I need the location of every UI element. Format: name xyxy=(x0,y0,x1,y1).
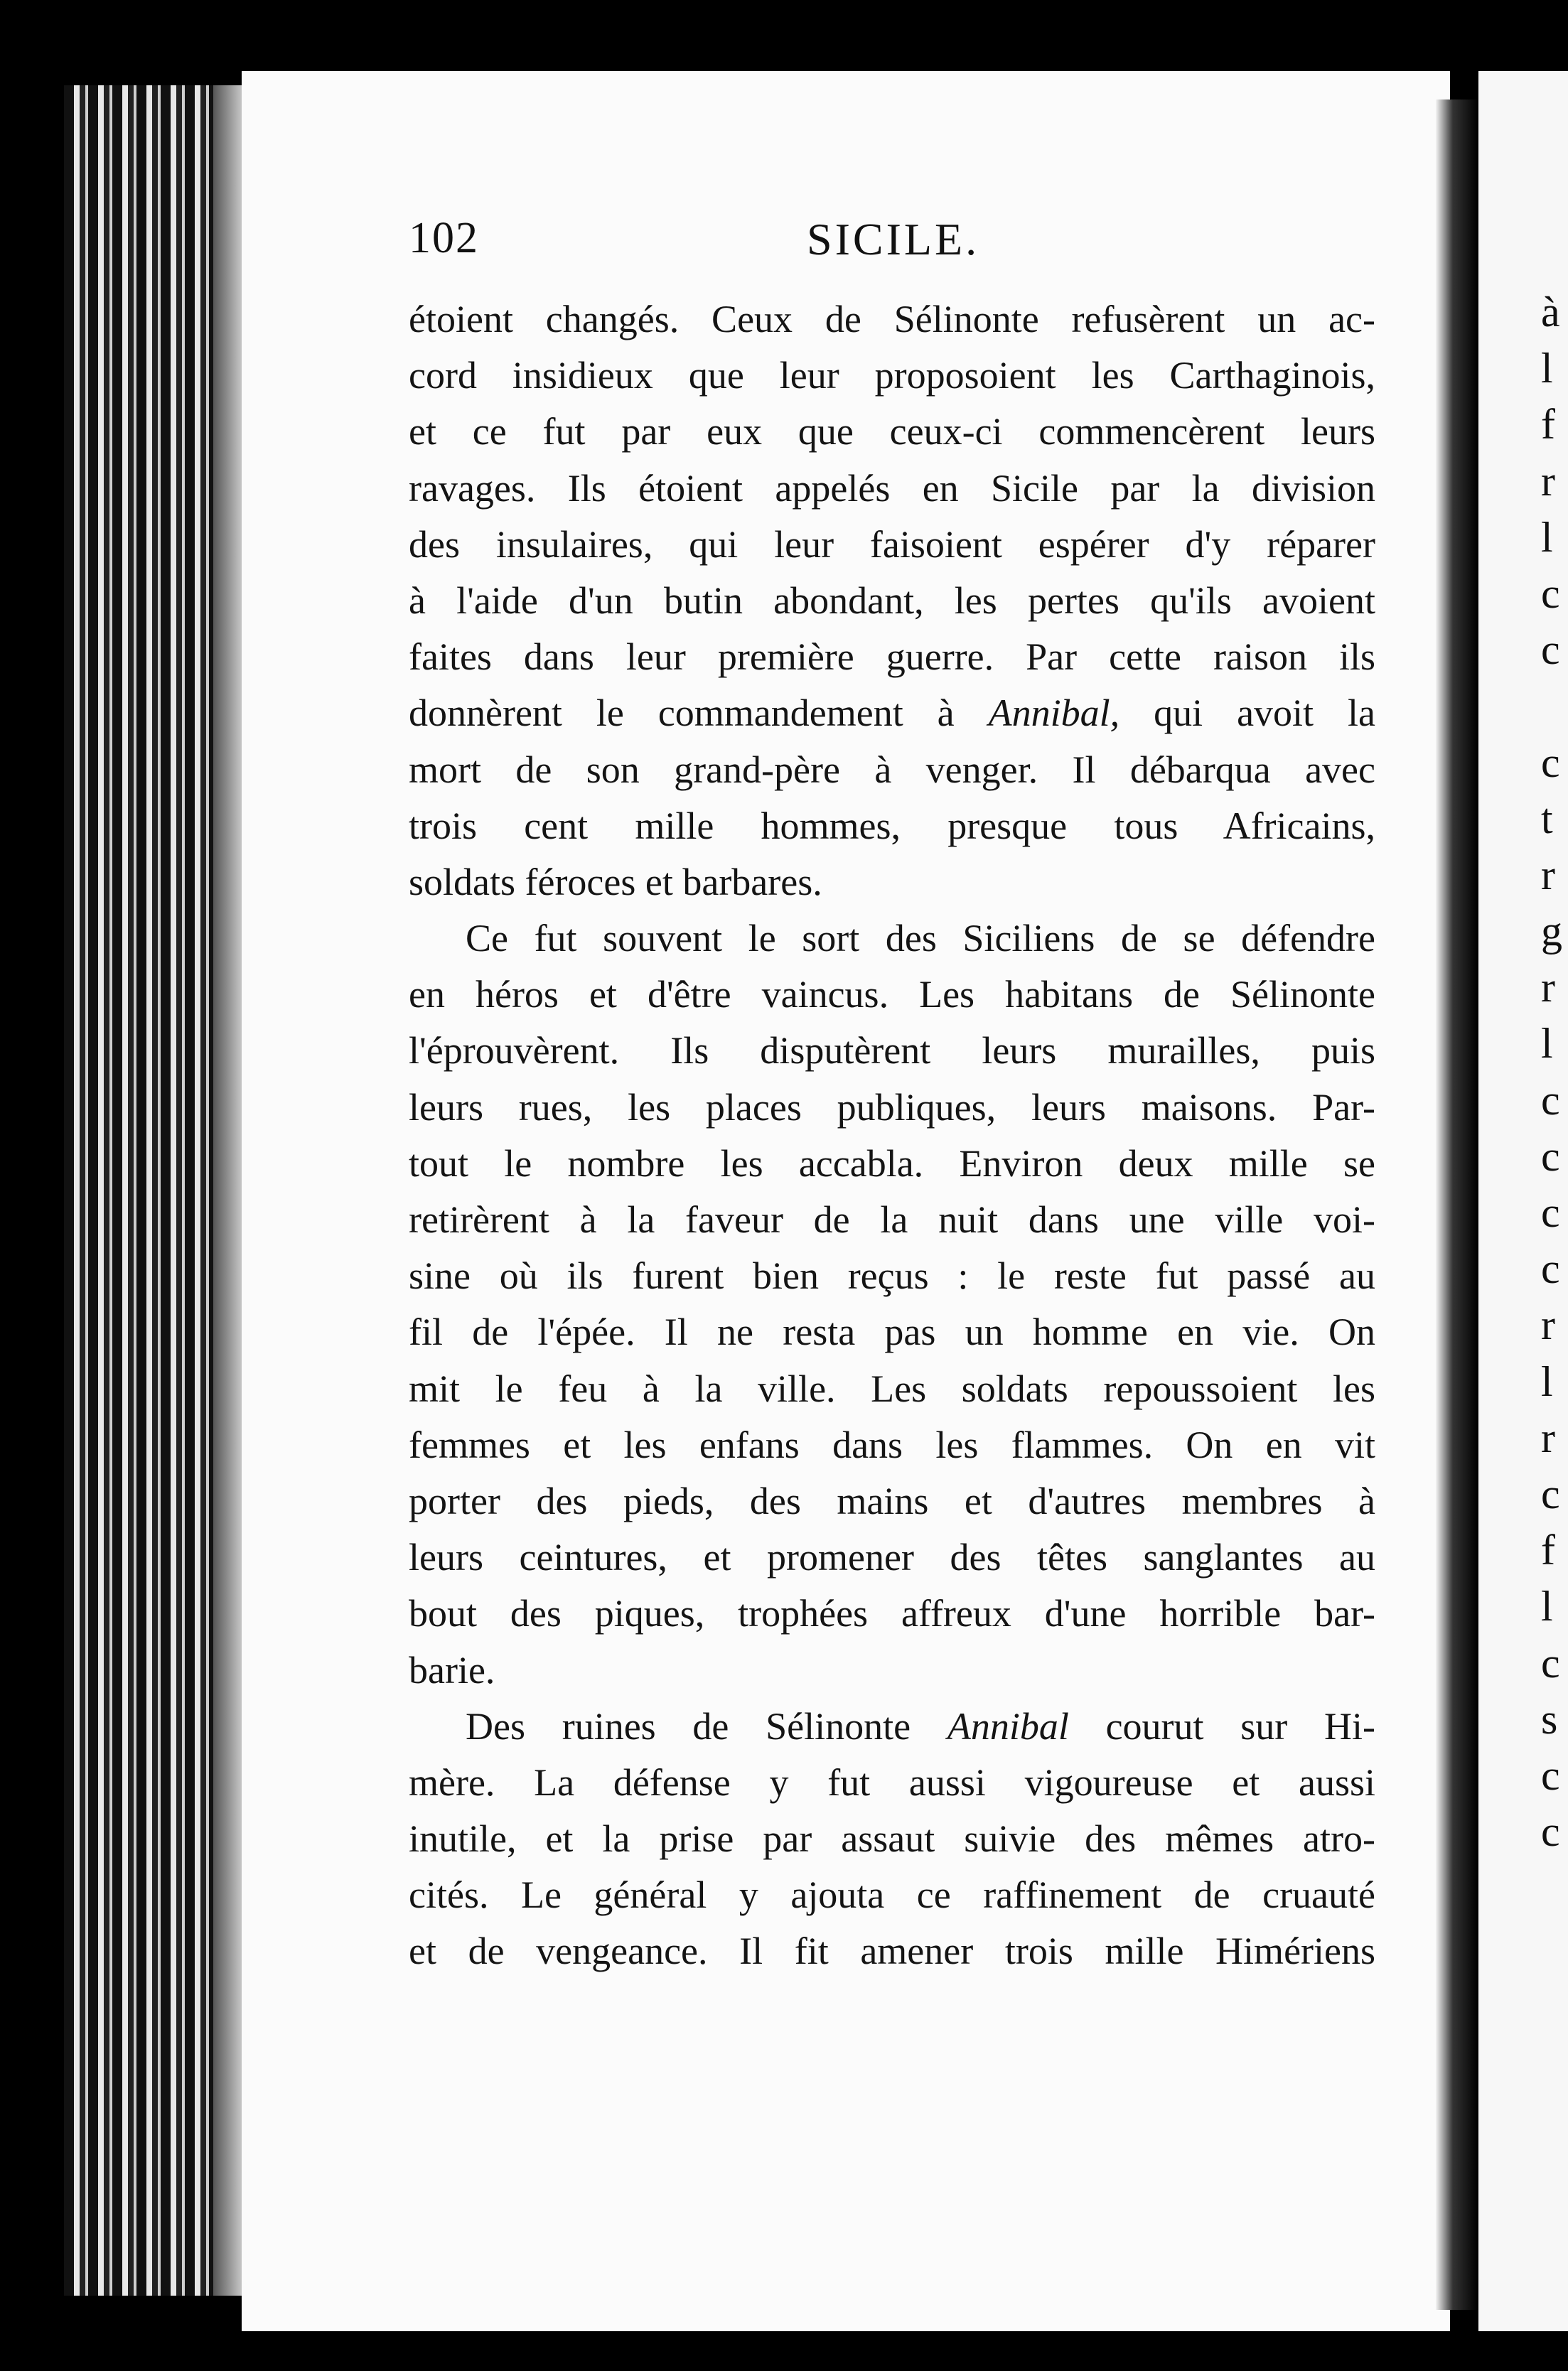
facing-page-letter: t xyxy=(1541,795,1553,842)
text-line: cord insidieux que leur proposoient les Carthaginois, xyxy=(409,354,1375,397)
facing-page-letter: r xyxy=(1541,1301,1555,1349)
text-line: et ce fut par eux que ceux-ci commencèrent leurs xyxy=(409,410,1375,453)
text-segment: donnèrent le commandement à xyxy=(409,692,989,735)
facing-page-letter: c xyxy=(1541,1076,1560,1124)
italic-name: Annibal, xyxy=(988,692,1120,735)
text-line: en héros et d'être vaincus. Les habitans de Sélinonte xyxy=(409,973,1375,1016)
facing-page-letter xyxy=(1541,678,1568,734)
spine-shadow xyxy=(1436,100,1478,2310)
text-line: des insulaires, qui leur faisoient espérer d'y réparer xyxy=(409,522,1375,566)
facing-page-text-fragments xyxy=(1541,284,1568,1860)
facing-page-letter: c xyxy=(1541,1132,1560,1180)
text-line: mère. La défense y fut aussi vigoureuse et aussi xyxy=(409,1760,1375,1804)
facing-page-letter: l xyxy=(1541,345,1553,392)
facing-page-letter: l xyxy=(1541,513,1553,561)
text-line: mit le feu à la ville. Les soldats repoussoient les xyxy=(409,1367,1375,1410)
text-line: soldats féroces et barbares. xyxy=(409,860,822,903)
facing-page-letter: r xyxy=(1541,964,1555,1011)
facing-page-letter: r xyxy=(1541,457,1555,505)
text-line: faites dans leur première guerre. Par cette raison ils xyxy=(409,635,1375,679)
facing-page-letter: g xyxy=(1541,908,1562,955)
text-line: ravages. Ils étoient appelés en Sicile par la division xyxy=(409,466,1375,510)
text-line: sine où ils furent bien reçus : le reste fut passé au xyxy=(409,1254,1375,1298)
facing-page-letter: c xyxy=(1541,1245,1560,1293)
text-line: inutile, et la prise par assaut suivie des mêmes atro- xyxy=(409,1817,1375,1861)
text-line: tout le nombre les accabla. Environ deux mille se xyxy=(409,1141,1375,1185)
facing-page-letter: c xyxy=(1541,1470,1560,1517)
facing-page-letter: l xyxy=(1541,1583,1553,1630)
facing-page-letter: à xyxy=(1541,289,1560,335)
text-segment: Des ruines de Sélinonte xyxy=(466,1704,947,1748)
text-segment: qui avoit la xyxy=(1119,692,1376,735)
running-head xyxy=(409,206,1375,270)
text-line: barie. xyxy=(409,1648,495,1692)
facing-page-letter: c xyxy=(1541,626,1560,674)
text-line: étoient changés. Ceux de Sélinonte refusèrent un ac- xyxy=(409,298,1375,340)
text-line: mort de son grand-père à venger. Il débarqua avec xyxy=(409,748,1375,791)
italic-name: Annibal xyxy=(947,1704,1069,1748)
facing-page-letter: l xyxy=(1541,1020,1553,1068)
facing-page-letter: c xyxy=(1541,1189,1560,1236)
text-line: porter des pieds, des mains et d'autres membres à xyxy=(409,1479,1375,1522)
facing-page-letter: c xyxy=(1541,1639,1560,1687)
text-line: bout des piques, trophées affreux d'une horrible bar- xyxy=(409,1592,1375,1635)
text-line: retirèrent à la faveur de la nuit dans une ville voi- xyxy=(409,1198,1375,1241)
page-number: 102 xyxy=(409,214,479,262)
facing-page-letter: c xyxy=(1541,569,1560,617)
text-line: et de vengeance. Il fit amener trois mille Himériens xyxy=(409,1930,1375,1973)
facing-page-letter: l xyxy=(1541,1357,1553,1405)
text-segment: courut sur Hi- xyxy=(1068,1704,1375,1748)
text-line: fil de l'épée. Il ne resta pas un homme en vie. On xyxy=(409,1311,1375,1354)
facing-page-letter: c xyxy=(1541,1751,1560,1799)
text-line: cités. Le général y ajouta ce raffinement de cruauté xyxy=(409,1873,1375,1917)
text-line: à l'aide d'un butin abondant, les pertes qu'ils avoient xyxy=(409,579,1375,622)
facing-page-letter: f xyxy=(1541,1527,1555,1574)
text-line: Ce fut souvent le sort des Siciliens de se défendre xyxy=(466,917,1375,960)
facing-page-letter: r xyxy=(1541,1414,1555,1461)
facing-page-letter: r xyxy=(1541,851,1555,898)
facing-page-letter: f xyxy=(1541,401,1555,448)
text-line: femmes et les enfans dans les flammes. On en vit xyxy=(409,1423,1375,1466)
running-title: SICILE. xyxy=(807,214,980,264)
text-line: leurs ceintures, et promener des têtes sanglantes au xyxy=(409,1536,1375,1579)
text-line: l'éprouvèrent. Ils disputèrent leurs murailles, puis xyxy=(409,1029,1375,1072)
facing-page-letter: c xyxy=(1541,1808,1560,1856)
facing-page-letter: s xyxy=(1541,1695,1558,1743)
text-line xyxy=(409,685,1375,741)
text-line: leurs rues, les places publiques, leurs maisons. Par- xyxy=(409,1085,1375,1129)
text-line: trois cent mille hommes, presque tous Africains, xyxy=(409,804,1375,847)
facing-page-letter: c xyxy=(1541,738,1560,786)
body-text xyxy=(409,291,1375,1980)
text-line xyxy=(409,1699,1375,1755)
